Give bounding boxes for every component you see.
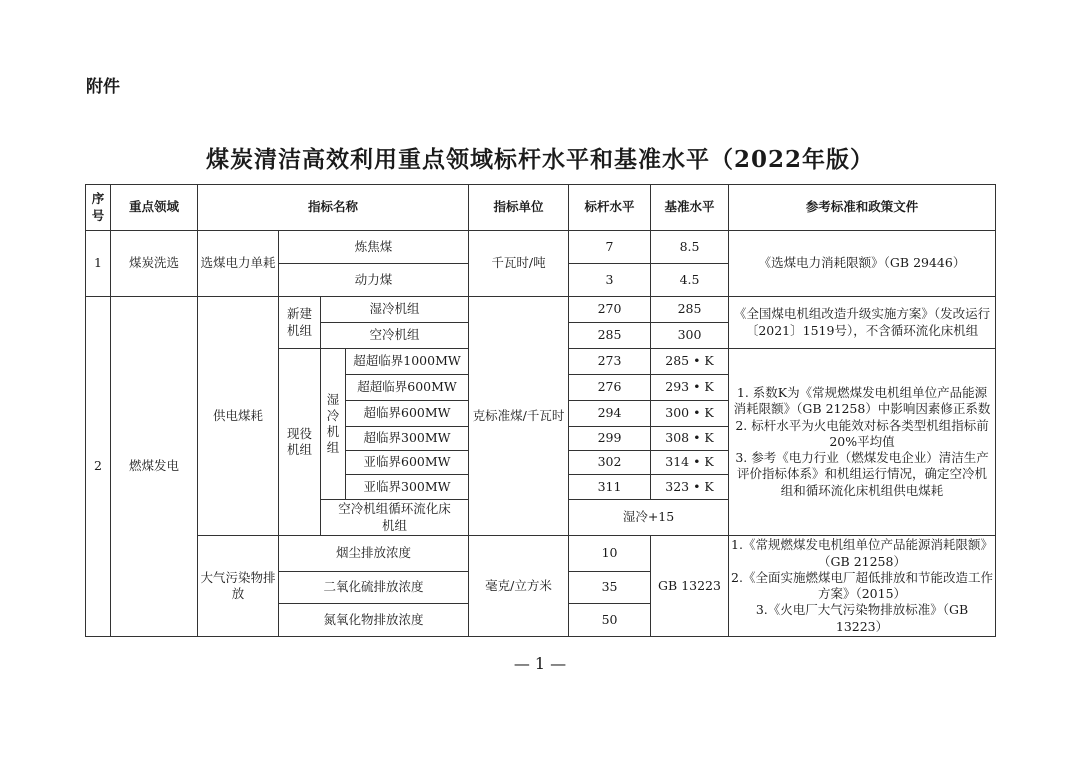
- table-header-row: [86, 185, 996, 231]
- cell-benchmark: 302: [569, 451, 651, 475]
- cell-benchmark: 3: [569, 264, 651, 297]
- cell-wet-cooling: 湿冷机组: [321, 349, 346, 500]
- cell-indicator: 空冷机组循环流化床机组: [321, 500, 469, 536]
- header-benchmark: 标杆水平: [569, 185, 651, 231]
- cell-baseline: 300: [651, 323, 729, 349]
- cell-indicator: 氮氧化物排放浓度: [279, 604, 469, 637]
- cell-field: 煤炭洗选: [111, 231, 198, 297]
- page-title: 煤炭清洁高效利用重点领域标杆水平和基准水平（2022年版）: [205, 146, 874, 173]
- cell-baseline: 300 • K: [651, 401, 729, 427]
- cell-new-units: 新建机组: [279, 297, 321, 349]
- cell-benchmark: 270: [569, 297, 651, 323]
- cell-reference: 《全国煤电机组改造升级实施方案》（发改运行〔2021〕1519号），不含循环流化床机组: [729, 297, 996, 349]
- cell-unit: 千瓦时/吨: [469, 231, 569, 297]
- cell-unit: 克标准煤/千瓦时: [469, 297, 569, 536]
- benchmark-table: [85, 184, 996, 637]
- table-row: [86, 231, 996, 264]
- cell-seq: 1: [86, 231, 111, 297]
- cell-indicator: 超临界300MW: [346, 427, 469, 451]
- cell-indicator: 亚临界600MW: [346, 451, 469, 475]
- cell-benchmark: 276: [569, 375, 651, 401]
- cell-baseline: 4.5: [651, 264, 729, 297]
- cell-indicator: 动力煤: [279, 264, 469, 297]
- page-number: — 1 —: [513, 654, 567, 673]
- cell-baseline: 8.5: [651, 231, 729, 264]
- annex-label: 附件: [86, 77, 120, 97]
- cell-benchmark: 7: [569, 231, 651, 264]
- cell-benchmark: 273: [569, 349, 651, 375]
- cell-baseline: 285 • K: [651, 349, 729, 375]
- cell-baseline: 293 • K: [651, 375, 729, 401]
- cell-indicator: 空冷机组: [321, 323, 469, 349]
- cell-indicator: 炼焦煤: [279, 231, 469, 264]
- cell-benchmark: 299: [569, 427, 651, 451]
- cell-baseline: 308 • K: [651, 427, 729, 451]
- table-row: [86, 536, 996, 572]
- cell-indicator: 超超临界600MW: [346, 375, 469, 401]
- header-seq: 序号: [86, 185, 111, 231]
- cell-indicator: 烟尘排放浓度: [279, 536, 469, 572]
- cell-group: 供电煤耗: [198, 297, 279, 536]
- header-field: 重点领域: [111, 185, 198, 231]
- cell-indicator: 超超临界1000MW: [346, 349, 469, 375]
- header-indicator: 指标名称: [198, 185, 469, 231]
- header-reference: 参考标准和政策文件: [729, 185, 996, 231]
- cell-baseline: GB 13223: [651, 536, 729, 637]
- cell-unit: 毫克/立方米: [469, 536, 569, 637]
- cell-benchmark: 285: [569, 323, 651, 349]
- cell-reference: 1.《常规燃煤发电机组单位产品能源消耗限额》（GB 21258） 2.《全面实施燃煤电厂超低排放和节能改造工作方案》（2015） 3.《火电厂大气污染物排放标准》（GB 13223）: [729, 536, 996, 637]
- cell-indicator: 超临界600MW: [346, 401, 469, 427]
- cell-baseline: 314 • K: [651, 451, 729, 475]
- cell-benchmark: 10: [569, 536, 651, 572]
- header-unit: 指标单位: [469, 185, 569, 231]
- cell-baseline: 323 • K: [651, 475, 729, 500]
- cell-benchmark: 294: [569, 401, 651, 427]
- cell-field: 燃煤发电: [111, 297, 198, 637]
- cell-baseline: 285: [651, 297, 729, 323]
- cell-reference: 《选煤电力消耗限额》（GB 29446）: [729, 231, 996, 297]
- header-baseline: 基准水平: [651, 185, 729, 231]
- cell-benchmark: 50: [569, 604, 651, 637]
- cell-seq: 2: [86, 297, 111, 637]
- cell-benchmark: 35: [569, 572, 651, 604]
- cell-indicator: 亚临界300MW: [346, 475, 469, 500]
- cell-group: 大气污染物排放: [198, 536, 279, 637]
- cell-reference: 1. 系数K为《常规燃煤发电机组单位产品能源消耗限额》（GB 21258）中影响因素修正系数 2. 标杆水平为火电能效对标各类型机组指标前20%平均值 3. 参考《电力行业（燃煤发电企业）清洁生产评价指标体系》和机组运行情况，确定空冷机组和循环流化床机组供电煤耗: [729, 349, 996, 536]
- cell-existing-units: 现役机组: [279, 349, 321, 536]
- cell-group: 选煤电力单耗: [198, 231, 279, 297]
- cell-benchmark: 311: [569, 475, 651, 500]
- cell-air-cfb-value: 湿冷+15: [569, 500, 729, 536]
- cell-indicator: 二氧化硫排放浓度: [279, 572, 469, 604]
- table-row: [86, 297, 996, 323]
- cell-indicator: 湿冷机组: [321, 297, 469, 323]
